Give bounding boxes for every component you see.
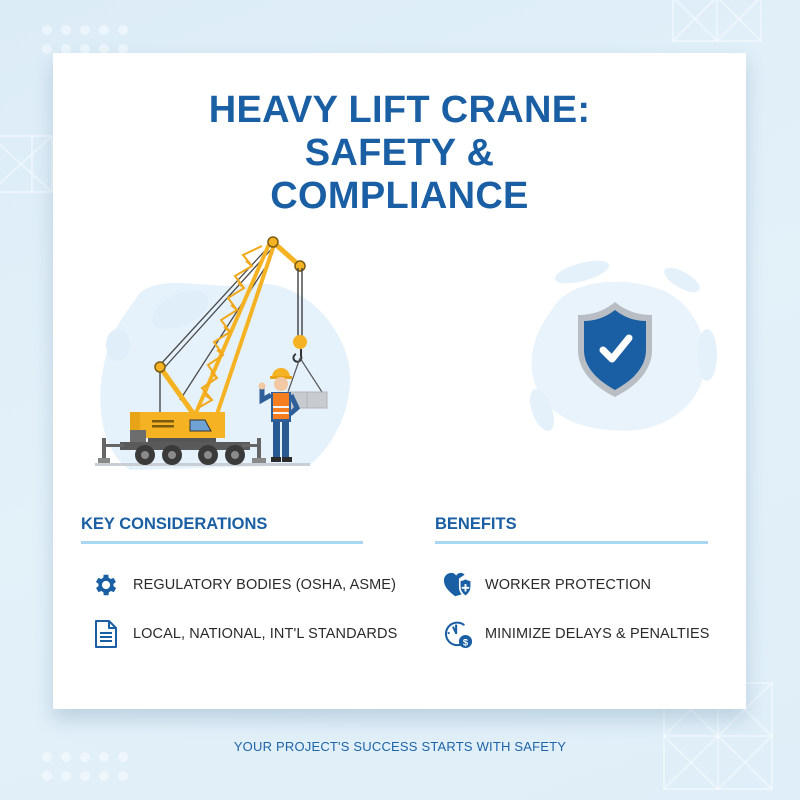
title-line-3: COMPLIANCE xyxy=(270,175,529,217)
item-label: WORKER PROTECTION xyxy=(485,577,652,593)
list-item xyxy=(443,619,710,649)
list-item xyxy=(443,570,651,600)
list-item xyxy=(91,570,396,600)
document-icon xyxy=(91,619,121,649)
item-label: LOCAL, NATIONAL, INT'L STANDARDS xyxy=(133,626,398,642)
benefits-heading: BENEFITS xyxy=(435,515,517,533)
item-label: REGULATORY BODIES (OSHA, ASME) xyxy=(133,577,396,593)
background-dots-bottom xyxy=(42,752,128,781)
benefits-divider xyxy=(435,541,708,544)
gear-icon xyxy=(91,570,121,600)
title-line-2: SAFETY & xyxy=(304,132,495,174)
tagline: YOUR PROJECT'S SUCCESS STARTS WITH SAFETY xyxy=(233,739,567,754)
background-dots-top xyxy=(42,25,128,54)
infographic-card xyxy=(53,53,746,709)
key-considerations-heading: KEY CONSIDERATIONS xyxy=(81,515,268,533)
svg-text:$: $ xyxy=(462,637,469,648)
page-title xyxy=(53,89,746,218)
item-label: MINIMIZE DELAYS & PENALTIES xyxy=(485,626,710,642)
heart-shield-icon xyxy=(443,570,473,600)
shield-check-icon xyxy=(512,250,722,450)
clock-dollar-icon xyxy=(443,619,473,649)
crane-illustration xyxy=(90,230,390,480)
key-considerations-divider xyxy=(81,541,363,544)
background-truss-left xyxy=(0,134,55,194)
list-item xyxy=(91,619,397,649)
title-line-1: HEAVY LIFT CRANE: xyxy=(208,89,591,131)
background-truss-top-right xyxy=(672,0,764,46)
